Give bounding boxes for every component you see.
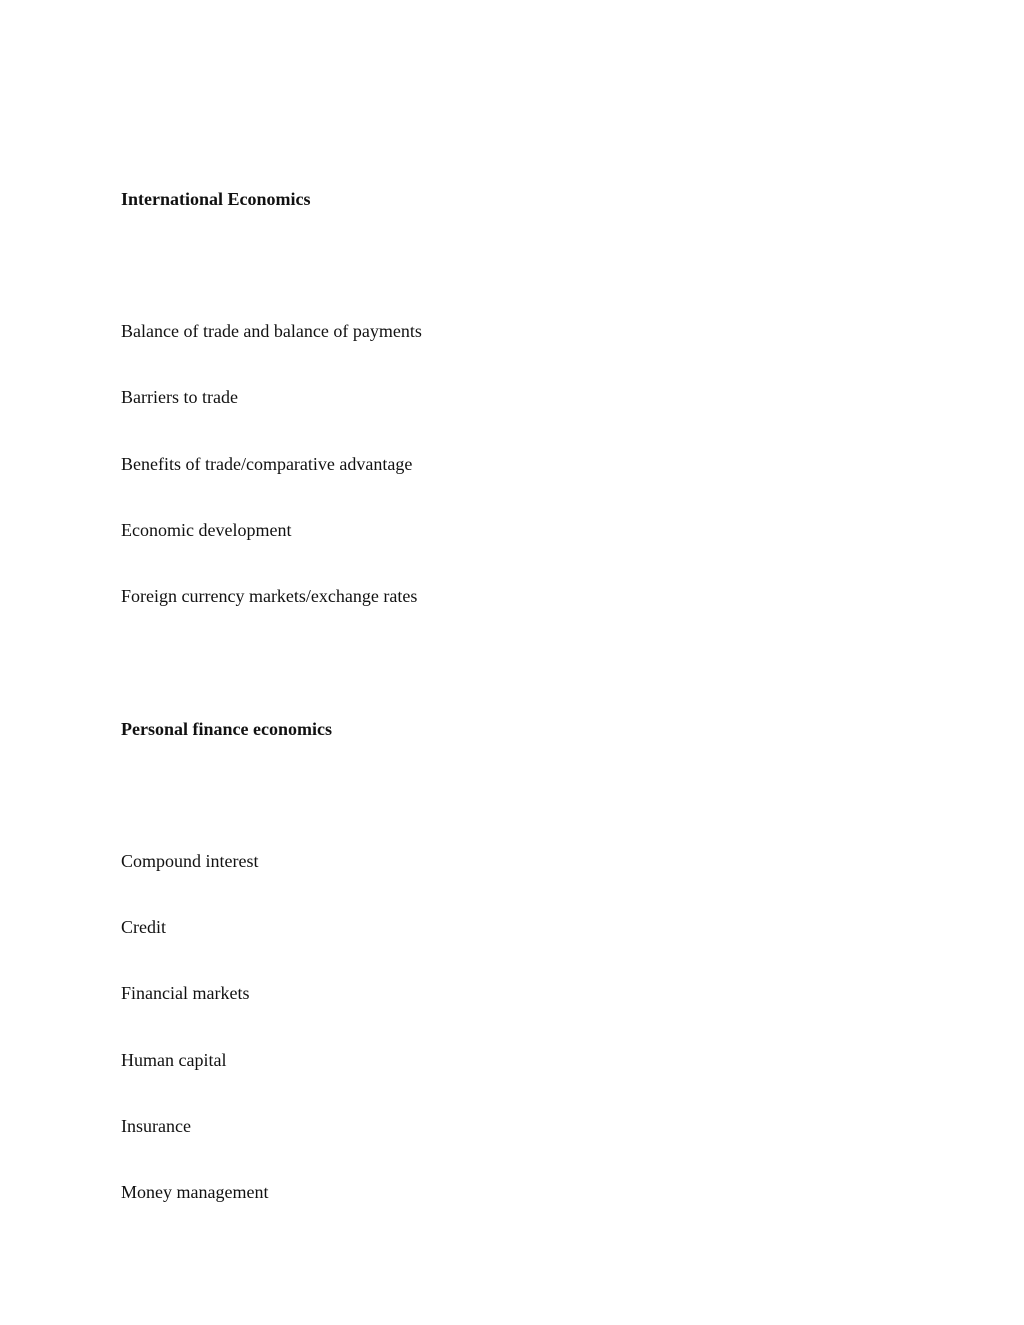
list-item: Foreign currency markets/exchange rates — [121, 586, 418, 606]
list-item: Human capital — [121, 1050, 227, 1070]
section-heading: International Economics — [121, 189, 311, 209]
list-item: Credit — [121, 917, 166, 937]
list-item: Balance of trade and balance of payments — [121, 321, 422, 341]
list-item: Compound interest — [121, 851, 259, 871]
list-item: Economic development — [121, 520, 292, 540]
list-item: Barriers to trade — [121, 387, 238, 407]
section-heading: Personal finance economics — [121, 719, 332, 739]
list-item: Benefits of trade/comparative advantage — [121, 454, 413, 474]
list-item: Insurance — [121, 1116, 191, 1136]
list-item: Money management — [121, 1182, 269, 1202]
list-item: Financial markets — [121, 983, 250, 1003]
